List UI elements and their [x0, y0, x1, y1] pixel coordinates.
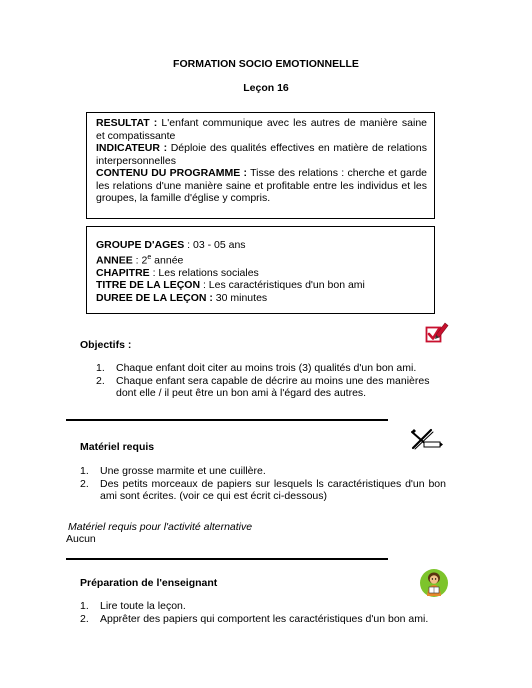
section-divider: [66, 419, 388, 421]
annee-value-prefix: : 2: [132, 254, 148, 266]
indicateur-label: INDICATEUR :: [96, 142, 168, 154]
preparation-heading: Préparation de l'enseignant: [80, 577, 218, 589]
info-box: [86, 226, 435, 314]
resultat-line: [96, 117, 427, 142]
titre-line: [96, 279, 427, 292]
list-item: [80, 465, 446, 477]
teacher-reading-icon: [419, 568, 449, 598]
objectifs-list: [96, 362, 432, 400]
list-item: [96, 375, 432, 399]
list-item: [96, 362, 432, 374]
list-item: [80, 613, 446, 625]
ages-line: [96, 239, 427, 252]
list-item-number: 2.: [80, 613, 89, 625]
indicateur-text: Déploie des qualités effectives en matière de relations interpersonnelles: [96, 142, 427, 167]
annee-label: ANNEE: [96, 254, 133, 266]
section-divider: [66, 558, 388, 560]
duree-line: [96, 292, 427, 305]
alternative-value: Aucun: [66, 533, 96, 545]
list-item-text: Chaque enfant sera capable de décrire au moins une des manières dont elle / il peut être un bon ami à l'égard des autres.: [116, 375, 430, 399]
list-item-number: 2.: [96, 375, 105, 387]
contenu-line: [96, 167, 427, 205]
chapitre-label: CHAPITRE: [96, 266, 150, 279]
materiel-list: [80, 465, 446, 503]
resultat-text: L'enfant communique avec les autres de manière saine et compatissante: [96, 117, 427, 142]
titre-value: : Les caractéristiques d'un bon ami: [200, 279, 365, 291]
annee-value-suffix: année: [151, 254, 184, 266]
preparation-list: [80, 600, 446, 626]
chapitre-value: : Les relations sociales: [149, 266, 259, 279]
list-item: [80, 600, 446, 612]
list-item-text: Apprêter des papiers qui comportent les caractéristiques d'un bon ami.: [100, 613, 429, 625]
list-item-text: Des petits morceaux de papiers sur lesquels ls caractéristiques d'un bon ami sont écrites. (voir ce qui est écrit ci-dessous): [100, 478, 446, 502]
list-item: [80, 478, 446, 502]
duree-value: 30 minutes: [212, 291, 268, 304]
resultat-label: RESULTAT :: [96, 117, 158, 129]
chapitre-line: [96, 267, 427, 280]
list-item-text: Lire toute la leçon.: [100, 600, 186, 612]
indicateur-line: [96, 142, 427, 167]
annee-line: [96, 252, 427, 267]
list-item-number: 2.: [80, 478, 89, 490]
list-item-text: Chaque enfant doit citer au moins trois (3) qualités d'un bon ami.: [116, 362, 417, 374]
annee-sup: e: [147, 253, 152, 261]
lesson-number: Leçon 16: [243, 82, 289, 94]
ages-value: : 03 - 05 ans: [184, 239, 246, 251]
list-item-number: 1.: [80, 465, 89, 477]
checkbox-pencil-icon: [425, 320, 449, 344]
contenu-text: Tisse des relations : cherche et garde les relations d'une manière saine et profitable entre les individus et les groupes, la famille d'église y compris.: [96, 167, 427, 204]
list-item-number: 1.: [96, 362, 105, 374]
document-title: FORMATION SOCIO EMOTIONNELLE: [173, 58, 359, 70]
contenu-label: CONTENU DU PROGRAMME :: [96, 167, 248, 179]
program-box: [86, 112, 435, 219]
objectifs-heading: Objectifs :: [80, 339, 132, 351]
list-item-number: 1.: [80, 600, 89, 612]
ages-label: GROUPE D'AGES: [96, 239, 185, 251]
alternative-heading: Matériel requis pour l'activité alternative: [68, 521, 253, 533]
titre-label: TITRE DE LA LEÇON: [96, 279, 201, 291]
duree-label: DUREE DE LA LEÇON :: [96, 291, 213, 304]
materiel-heading: Matériel requis: [80, 441, 155, 453]
list-item-text: Une grosse marmite et une cuillère.: [100, 465, 266, 477]
pencil-tools-icon: [409, 426, 443, 452]
